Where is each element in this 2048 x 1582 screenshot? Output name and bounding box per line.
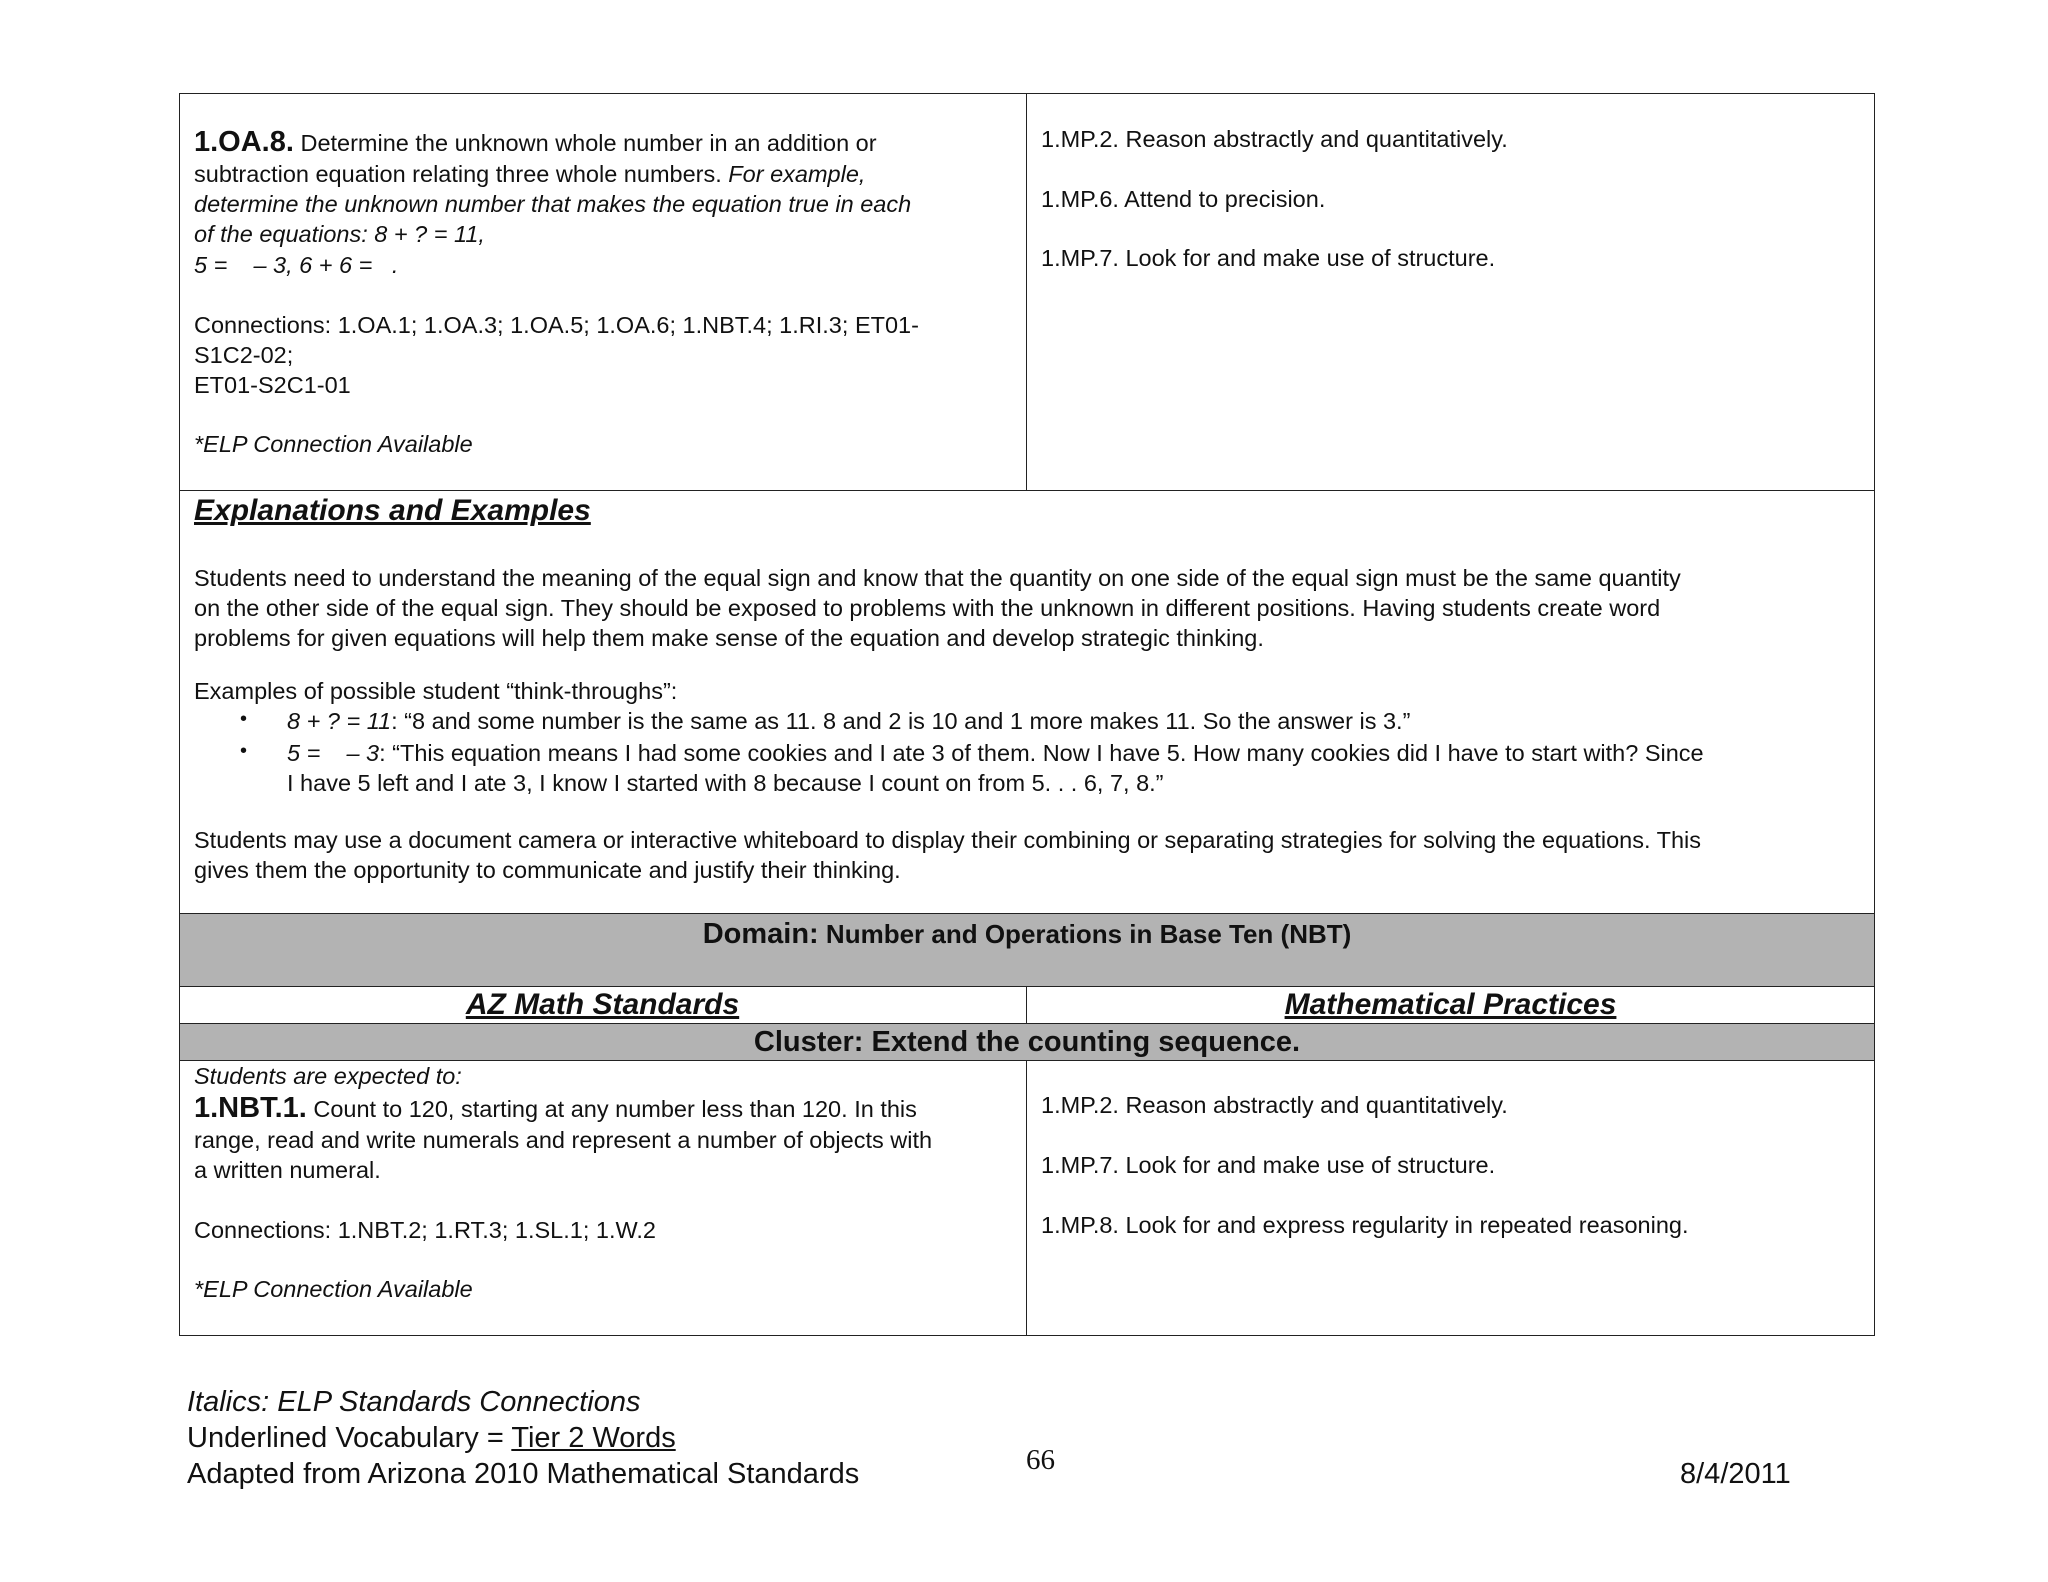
connections-line3: ET01-S2C1-01 xyxy=(194,372,351,398)
standard-1oa8-line2: subtraction equation relating three whole numbers. For example, xyxy=(194,161,866,187)
column-divider-top xyxy=(1026,93,1027,491)
standard-1oa8-line4: of the equations: 8 + ? = 11, xyxy=(194,221,485,247)
explanation-paragraph-line: Students need to understand the meaning of the equal sign and know that the quantity on one side of the equal sign must be the same quantity xyxy=(194,565,1681,591)
standard-1oa8-line5: 5 = – 3, 6 + 6 = . xyxy=(194,252,399,278)
footer-legend-underline: Underlined Vocabulary = Tier 2 Words xyxy=(187,1422,676,1454)
explanations-heading: Explanations and Examples xyxy=(194,494,591,527)
practice-item: 1.MP.7. Look for and make use of structure. xyxy=(1041,245,1496,271)
standard-1nbt1-line2: range, read and write numerals and represent a number of objects with xyxy=(194,1127,933,1153)
connections-line2: S1C2-02; xyxy=(194,342,294,368)
practice-item: 1.MP.7. Look for and make use of structure. xyxy=(1041,1152,1496,1178)
bullet-marker: • xyxy=(240,708,248,730)
column-header-mathematical-practices: Mathematical Practices xyxy=(1284,988,1617,1021)
standard-1nbt1-line1: 1.NBT.1. Count to 120, starting at any number less than 120. In this xyxy=(194,1092,917,1124)
example-bullet-2: 5 = – 3: “This equation means I had some cookies and I ate 3 of them. Now I have 5. How many cookies did I have to start with? Since xyxy=(287,740,1704,766)
footer-date: 8/4/2011 xyxy=(1680,1458,1791,1490)
elp-connection-note: *ELP Connection Available xyxy=(194,431,473,457)
column-header-az-math-standards: AZ Math Standards xyxy=(465,988,740,1021)
elp-connection-note: *ELP Connection Available xyxy=(194,1276,473,1302)
practice-item: 1.MP.2. Reason abstractly and quantitatively. xyxy=(1041,126,1508,152)
practice-item: 1.MP.2. Reason abstractly and quantitatively. xyxy=(1041,1092,1508,1118)
standard-1nbt1-line3: a written numeral. xyxy=(194,1157,381,1183)
example-bullet-2-continued: I have 5 left and I ate 3, I know I started with 8 because I count on from 5. . . 6, 7, 8.” xyxy=(287,770,1164,796)
cluster-title: Cluster: Extend the counting sequence. xyxy=(753,1026,1301,1058)
examples-intro: Examples of possible student “think-throughs”: xyxy=(194,678,678,704)
practice-item: 1.MP.6. Attend to precision. xyxy=(1041,186,1326,212)
bullet-marker: • xyxy=(240,740,248,762)
footer-legend-italics: Italics: ELP Standards Connections xyxy=(187,1386,641,1418)
footer-adapted-from: Adapted from Arizona 2010 Mathematical Standards xyxy=(187,1458,860,1490)
example-bullet-1: 8 + ? = 11: “8 and some number is the same as 11. 8 and 2 is 10 and 1 more makes 11. So the answer is 3.” xyxy=(287,708,1411,734)
standard-code: 1.NBT.1. xyxy=(194,1092,307,1124)
explanation-paragraph-line: gives them the opportunity to communicate and justify their thinking. xyxy=(194,857,901,883)
practice-item: 1.MP.8. Look for and express regularity in repeated reasoning. xyxy=(1041,1212,1689,1238)
page-number: 66 xyxy=(1026,1444,1055,1476)
students-expected-intro: Students are expected to: xyxy=(194,1063,462,1089)
connections-nbt: Connections: 1.NBT.2; 1.RT.3; 1.SL.1; 1.W.2 xyxy=(194,1217,656,1243)
connections-line1: Connections: 1.OA.1; 1.OA.3; 1.OA.5; 1.OA.6; 1.NBT.4; 1.RI.3; ET01- xyxy=(194,312,919,338)
domain-title: Domain: Number and Operations in Base Ten (NBT) xyxy=(702,918,1352,950)
standard-1oa8-line3: determine the unknown number that makes the equation true in each xyxy=(194,191,912,217)
explanation-paragraph-line: problems for given equations will help them make sense of the equation and develop strategic thinking. xyxy=(194,625,1264,651)
standard-code: 1.OA.8. xyxy=(194,126,294,158)
column-divider-bottom xyxy=(1026,1060,1027,1336)
explanation-paragraph-line: Students may use a document camera or interactive whiteboard to display their combining or separating strategies for solving the equations. This xyxy=(194,827,1701,853)
explanation-paragraph-line: on the other side of the equal sign. They should be exposed to problems with the unknown in different positions. Having students create word xyxy=(194,595,1661,621)
standard-1oa8-line1: 1.OA.8. Determine the unknown whole number in an addition or xyxy=(194,126,877,158)
